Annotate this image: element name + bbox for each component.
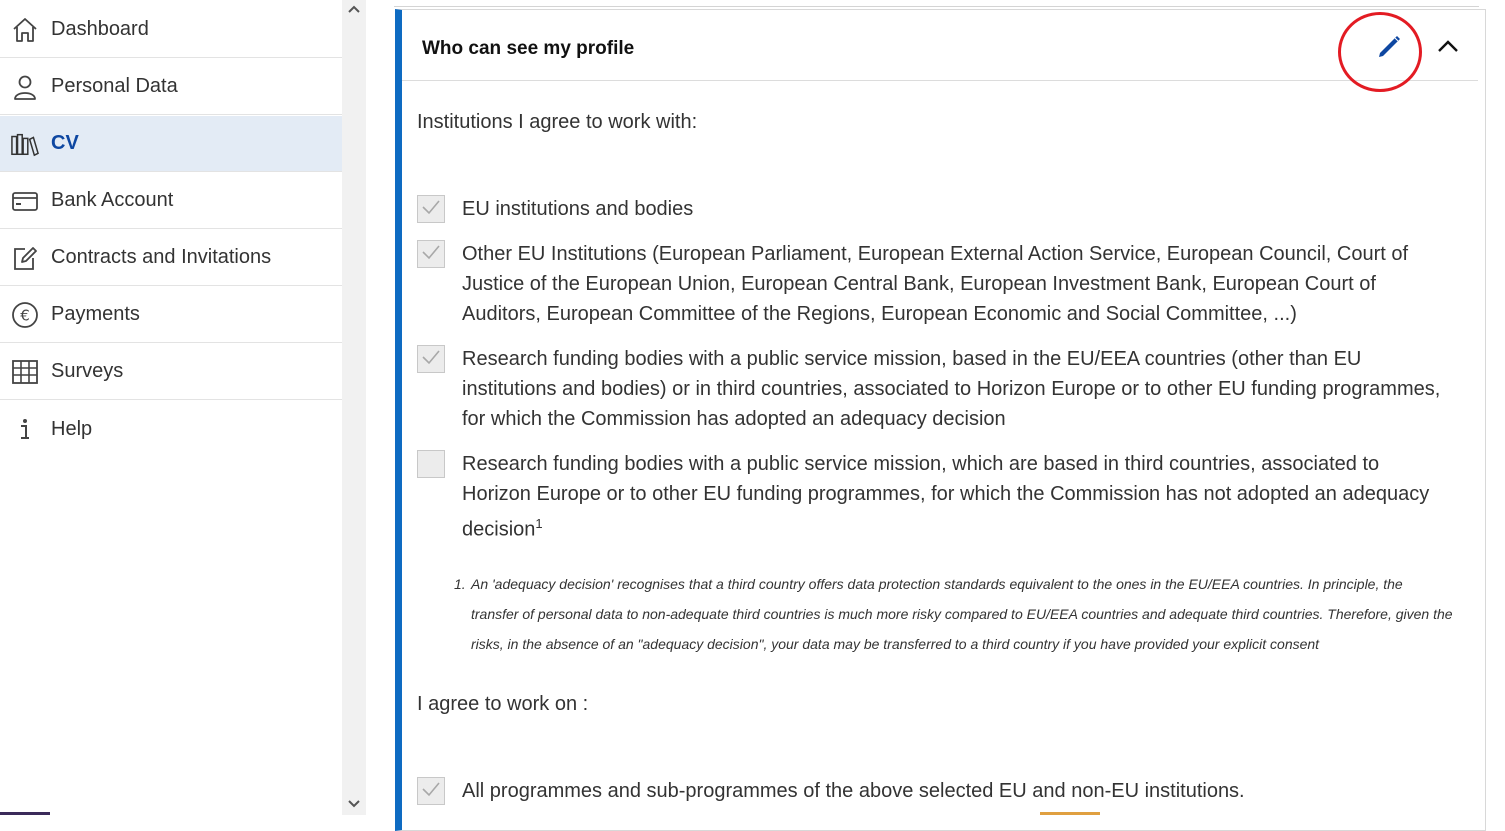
sidebar-item-surveys[interactable] (0, 344, 342, 400)
option-label: All programmes and sub-programmes of the above selected EU and non-EU institutions. (462, 780, 1245, 802)
main-content (366, 0, 1505, 815)
sidebar-item-personal-data[interactable] (0, 59, 342, 115)
edit-button[interactable] (1372, 30, 1408, 66)
footnote-number: 1. (454, 576, 466, 592)
checkbox-all-programmes[interactable] (417, 777, 445, 805)
sidebar-scrollbar[interactable] (342, 0, 366, 815)
check-icon (421, 244, 441, 265)
edit-document-icon (11, 244, 39, 272)
footnote-ref: 1 (535, 516, 543, 531)
user-icon (11, 73, 39, 101)
sidebar-item-label: Surveys (51, 360, 124, 382)
option-label: EU institutions and bodies (462, 198, 694, 220)
option-label: Research funding bodies with a public service mission, based in the EU/EEA countries (other than EU institutions and bodies) or in third countries, associated to Horizon Europe or to other EU funding programmes, for which the Commission has adopted an adequacy decision (462, 348, 1441, 430)
footnote-text: An 'adequacy decision' recognises that a third country offers data protection standards equivalent to the ones in the EU/EEA countries. In principle, the transfer of personal data to non-adequate third countries is much more risky compared to EU/EEA countries and adequate third countries. Therefore, given the risks, in the absence of an "adequacy decision", your data may be transferred to a third country if you have provided your explicit consent (471, 576, 1453, 652)
sidebar-item-help[interactable] (0, 401, 342, 457)
panel-header[interactable] (402, 10, 1478, 81)
table-icon (11, 358, 39, 386)
check-icon (421, 199, 441, 220)
scroll-down-icon[interactable] (346, 797, 362, 811)
sidebar-nav (0, 0, 342, 815)
checkbox-other-eu-institutions[interactable] (417, 240, 445, 268)
divider (394, 0, 1479, 7)
checkbox-research-no-adequacy[interactable] (417, 450, 445, 478)
euro-icon (11, 301, 39, 329)
option-label-text: Research funding bodies with a public service mission, which are based in third countries, associated to Horizon Europe or to other EU funding programmes, for which the Commission has not adopted an adequacy decision (462, 453, 1430, 541)
svg-text:€: € (20, 306, 30, 324)
sidebar-item-dashboard[interactable] (0, 2, 342, 58)
checkbox-eu-institutions[interactable] (417, 195, 445, 223)
institutions-label: Institutions I agree to work with: (417, 111, 698, 133)
info-icon (11, 415, 39, 443)
option-label (462, 449, 1452, 545)
sidebar-item-label: Dashboard (51, 18, 149, 40)
sidebar-item-label: Help (51, 417, 93, 440)
home-icon (11, 16, 39, 44)
work-on-label: I agree to work on : (417, 693, 589, 715)
sidebar-item-label: Contracts and Invitations (51, 246, 272, 268)
sidebar-item-cv[interactable] (0, 116, 342, 172)
card-icon (11, 187, 39, 215)
profile-visibility-panel (395, 9, 1486, 831)
books-icon (11, 130, 39, 158)
chevron-up-icon (1437, 39, 1459, 58)
check-icon (421, 781, 441, 802)
sidebar-item-label: CV (51, 132, 79, 154)
panel-title: Who can see my profile (422, 38, 635, 59)
pencil-icon (1375, 31, 1405, 66)
checkbox-research-adequacy[interactable] (417, 345, 445, 373)
check-icon (421, 349, 441, 370)
sidebar-item-contracts[interactable] (0, 230, 342, 286)
collapse-button[interactable] (1434, 34, 1462, 62)
sidebar-item-label: Payments (51, 303, 140, 325)
scroll-up-icon[interactable] (346, 2, 362, 16)
sidebar-item-bank-account[interactable] (0, 173, 342, 229)
sidebar-item-payments[interactable] (0, 287, 342, 343)
sidebar-item-label: Personal Data (51, 75, 178, 97)
option-label: Other EU Institutions (European Parliament, European External Action Service, European Council, Court of Justice of the European Union, European Central Bank, European Investment Bank, European Court of Auditors, European Committee of the Regions, European Economic and Social Committee, ...) (462, 243, 1409, 325)
sidebar-item-label: Bank Account (51, 189, 174, 211)
